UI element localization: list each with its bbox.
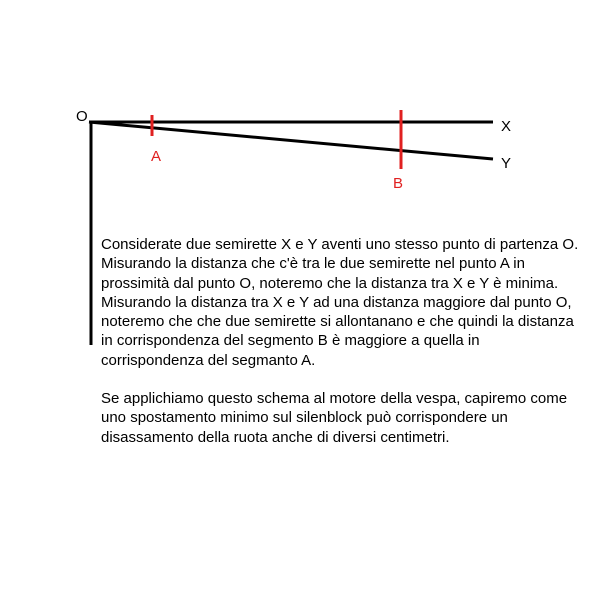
ray-y-line [89,122,493,159]
ray-x-label: X [501,118,512,135]
paragraph-2: Se applichiamo questo schema al motore della vespa, capiremo come uno spostamento minimo sul silenblock può corrispondere un disassamento della ruota anche di diversi centimetri. [101,390,568,446]
paragraph-1-sentence-3: Misurando la distanza tra X e Y ad una distanza maggiore dal punto O, noteremo che che due semirette si allontanano e che quindi la distanza in corrispondenza del segmento B è maggiore a quella in corrispondenza del segmanto A. [101,293,574,369]
paragraph-1-sentence-2: Misurando la distanza che c'è tra le due semirette nel punto A in prossimità dal punto O, noteremo che la distanza tra X e Y è minima. [101,255,559,292]
ray-y-label: Y [501,155,512,172]
paragraph-gap [101,370,581,389]
origin-label: O [76,108,88,125]
segment-a-label: A [151,148,162,165]
segment-b-label: B [393,175,404,192]
explanation-text [101,235,581,447]
paragraph-1-sentence-1: Considerate due semirette X e Y aventi uno stesso punto di partenza O. [101,236,579,253]
